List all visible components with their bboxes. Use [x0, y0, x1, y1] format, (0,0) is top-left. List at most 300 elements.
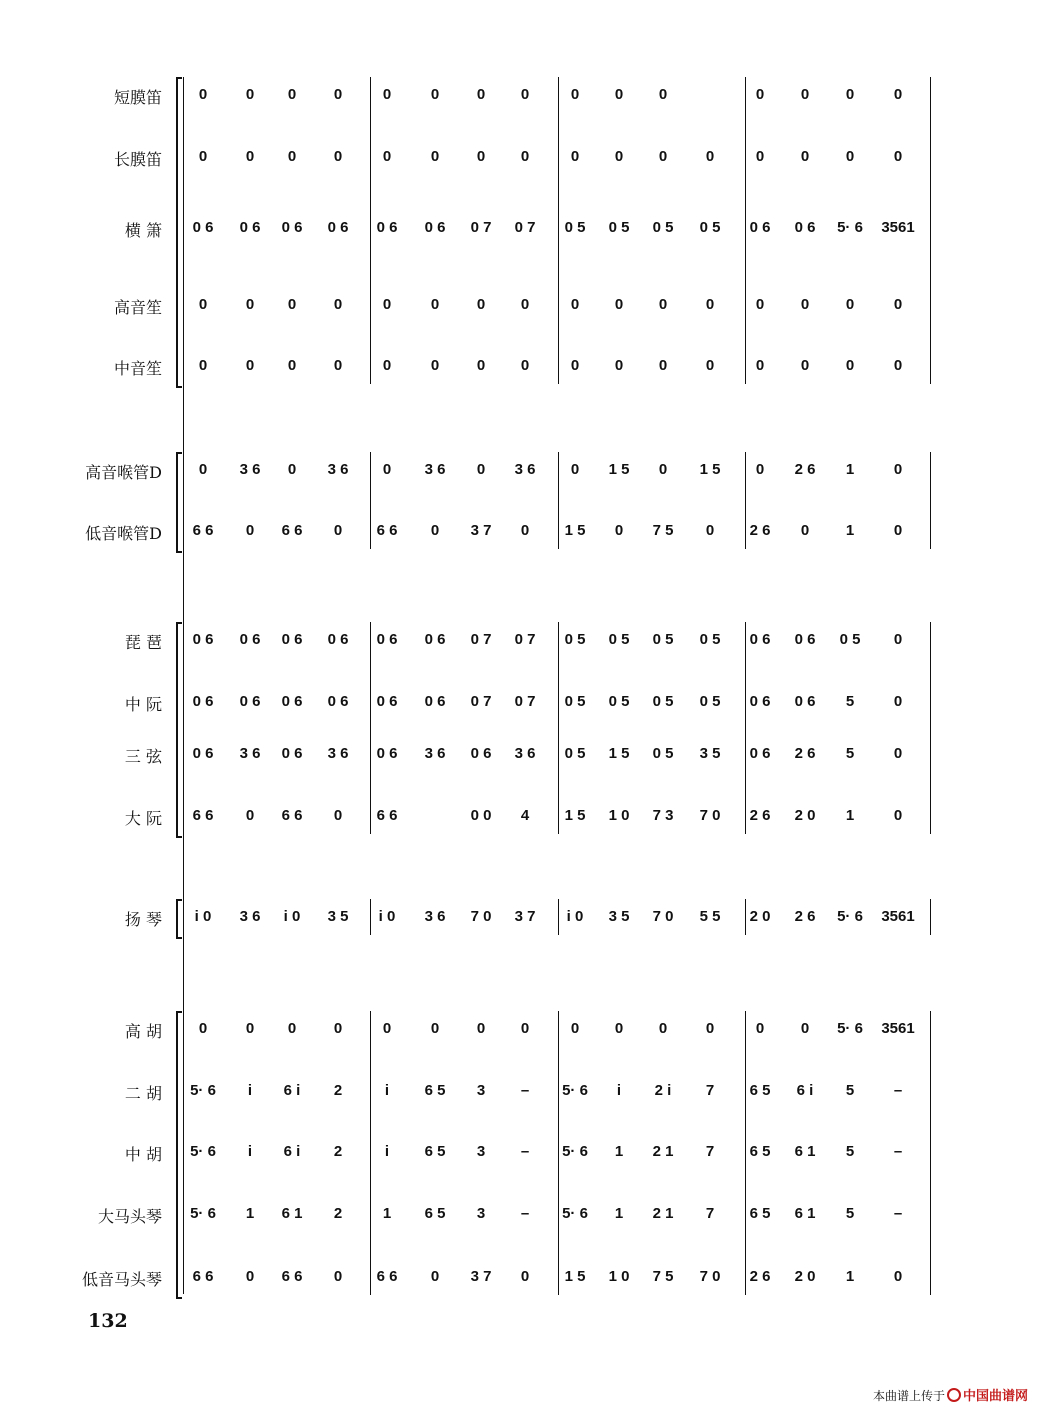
note-cell: 3 6	[239, 461, 261, 478]
note-cell: 7	[705, 1143, 715, 1160]
note-cell: 0	[893, 807, 903, 824]
note-cell: 0	[845, 357, 855, 374]
note-cell: 2 0	[749, 908, 771, 925]
note-cell: 5· 6	[562, 1082, 588, 1099]
note-cell: 5	[845, 693, 855, 710]
note-cell: 0 6	[327, 219, 349, 236]
note-cell: 0 6	[281, 631, 303, 648]
note-cell: 0 6	[749, 219, 771, 236]
barline	[745, 1011, 746, 1295]
note-cell: 0	[198, 148, 208, 165]
note-cell: 0	[658, 148, 668, 165]
instrument-label: 高音笙	[113, 298, 162, 317]
barline	[558, 77, 559, 384]
note-cell: 0	[893, 357, 903, 374]
note-cell: 5· 6	[190, 1205, 216, 1222]
note-cell: 3 5	[327, 908, 349, 925]
note-cell: 0	[614, 522, 624, 539]
note-cell: 0	[845, 86, 855, 103]
note-cell: i 0	[378, 908, 396, 925]
instrument-label: 中 胡	[124, 1145, 162, 1164]
barline	[930, 1011, 931, 1295]
note-cell: 0	[614, 148, 624, 165]
note-cell: 0	[476, 148, 486, 165]
note-cell: –	[893, 1205, 903, 1222]
note-cell: 0	[476, 86, 486, 103]
note-cell: 5· 6	[190, 1143, 216, 1160]
barline	[370, 1011, 371, 1295]
note-cell: 0	[333, 522, 343, 539]
note-cell: 5· 6	[837, 1020, 863, 1037]
note-cell: 0	[570, 296, 580, 313]
note-cell: 0	[845, 148, 855, 165]
note-cell: –	[893, 1082, 903, 1099]
note-cell: 0 5	[608, 693, 630, 710]
note-cell: 0	[893, 693, 903, 710]
note-cell: 7 0	[699, 1268, 721, 1285]
note-cell: 1	[614, 1205, 624, 1222]
note-cell: 0	[430, 1268, 440, 1285]
note-cell: 6 5	[749, 1205, 771, 1222]
note-cell: 0 6	[239, 631, 261, 648]
note-cell: 0	[245, 522, 255, 539]
note-cell: 3 6	[424, 745, 446, 762]
note-cell: 0	[382, 461, 392, 478]
note-cell: 0 6	[281, 693, 303, 710]
note-cell: 3 5	[699, 745, 721, 762]
note-cell: 0	[476, 1020, 486, 1037]
note-cell: 1	[845, 461, 855, 478]
note-cell: 0	[614, 1020, 624, 1037]
note-cell: 2 6	[794, 908, 816, 925]
note-cell: 5· 6	[562, 1143, 588, 1160]
note-cell: 2	[333, 1082, 343, 1099]
note-cell: 0	[333, 1020, 343, 1037]
barline	[558, 622, 559, 834]
note-cell: 5· 6	[837, 219, 863, 236]
note-cell: 0	[570, 357, 580, 374]
note-cell: 7	[705, 1082, 715, 1099]
note-cell: 1	[245, 1205, 255, 1222]
note-cell: 0 5	[564, 745, 586, 762]
note-cell: i 0	[566, 908, 584, 925]
group-bracket	[176, 77, 182, 388]
note-cell: 3 6	[327, 745, 349, 762]
note-cell: 4	[520, 807, 530, 824]
barline	[930, 77, 931, 384]
note-cell: 0 6	[192, 745, 214, 762]
note-cell: 0 5	[608, 631, 630, 648]
note-cell: 0	[705, 357, 715, 374]
barline	[930, 452, 931, 549]
note-cell: 7 0	[652, 908, 674, 925]
note-cell: 1 5	[564, 1268, 586, 1285]
note-cell: 0	[658, 357, 668, 374]
note-cell: 0 7	[514, 219, 536, 236]
barline	[370, 452, 371, 549]
note-cell: 0	[476, 296, 486, 313]
note-cell: 0	[800, 522, 810, 539]
note-cell: 6 1	[794, 1205, 816, 1222]
note-cell: 5	[845, 1143, 855, 1160]
note-cell: 5	[845, 1082, 855, 1099]
note-cell: 0 7	[470, 693, 492, 710]
note-cell: 0	[893, 745, 903, 762]
note-cell: 0	[198, 296, 208, 313]
note-cell: 6 i	[283, 1143, 301, 1160]
note-cell: 0	[430, 1020, 440, 1037]
note-cell: 0 6	[281, 745, 303, 762]
instrument-label: 低音喉管D	[85, 524, 162, 543]
note-cell: 0	[614, 86, 624, 103]
note-cell: 0	[570, 86, 580, 103]
note-cell: 0	[570, 461, 580, 478]
note-cell: 6 i	[283, 1082, 301, 1099]
note-cell: 3	[476, 1205, 486, 1222]
note-cell: 0 6	[424, 219, 446, 236]
note-cell: 1	[845, 522, 855, 539]
note-cell: 0	[382, 296, 392, 313]
note-cell: 3561	[881, 1020, 915, 1037]
note-cell: 0	[333, 86, 343, 103]
note-cell: 0	[658, 1020, 668, 1037]
note-cell: 0	[800, 86, 810, 103]
note-cell: 0	[476, 357, 486, 374]
note-cell: 6 6	[281, 807, 303, 824]
instrument-label: 大 阮	[124, 809, 162, 828]
note-cell: 3 6	[514, 745, 536, 762]
note-cell: 0 6	[470, 745, 492, 762]
note-cell: 2 6	[794, 461, 816, 478]
instrument-label: 高音喉管D	[85, 463, 162, 482]
instrument-label: 琵 琶	[124, 633, 162, 652]
note-cell: 0 6	[376, 219, 398, 236]
note-cell: 0	[893, 1268, 903, 1285]
note-cell: 2 1	[652, 1205, 674, 1222]
note-cell: 0	[658, 86, 668, 103]
note-cell: i 0	[283, 908, 301, 925]
group-bracket	[176, 452, 182, 553]
note-cell: 7 0	[699, 807, 721, 824]
site-name: 中国曲谱网	[962, 1389, 1028, 1404]
note-cell: 6 5	[749, 1082, 771, 1099]
note-cell: 1 5	[608, 745, 630, 762]
note-cell: 3	[476, 1143, 486, 1160]
note-cell: 0 5	[652, 693, 674, 710]
note-cell: 0	[245, 1020, 255, 1037]
note-cell: 2 6	[749, 522, 771, 539]
note-cell: –	[520, 1205, 530, 1222]
instrument-label: 中 阮	[124, 695, 162, 714]
note-cell: 1	[845, 1268, 855, 1285]
note-cell: 0	[430, 86, 440, 103]
instrument-label: 横 箫	[124, 221, 162, 240]
barline	[745, 452, 746, 549]
note-cell: 0 6	[327, 693, 349, 710]
note-cell: 0 6	[376, 631, 398, 648]
note-cell: 0 7	[514, 631, 536, 648]
barline	[558, 452, 559, 549]
note-cell: 0	[245, 1268, 255, 1285]
note-cell: 0	[520, 357, 530, 374]
note-cell: 6 1	[281, 1205, 303, 1222]
note-cell: 3561	[881, 908, 915, 925]
note-cell: 6 6	[376, 807, 398, 824]
note-cell: 5 5	[699, 908, 721, 925]
note-cell: 1 5	[564, 807, 586, 824]
note-cell: 0	[800, 1020, 810, 1037]
note-cell: 6 6	[376, 522, 398, 539]
note-cell: 0	[333, 296, 343, 313]
instrument-label: 长膜笛	[113, 150, 162, 169]
note-cell: 2 6	[749, 1268, 771, 1285]
barline	[745, 77, 746, 384]
note-cell: 0	[430, 522, 440, 539]
note-cell: 6 1	[794, 1143, 816, 1160]
note-cell: 0	[614, 357, 624, 374]
note-cell: 0 5	[564, 693, 586, 710]
instrument-label: 扬 琴	[124, 910, 162, 929]
note-cell: 0	[287, 296, 297, 313]
note-cell: 6 6	[281, 522, 303, 539]
note-cell: 0	[333, 148, 343, 165]
note-cell: 0	[755, 1020, 765, 1037]
note-cell: 0	[198, 461, 208, 478]
note-cell: –	[893, 1143, 903, 1160]
note-cell: 0	[520, 522, 530, 539]
note-cell: 0	[198, 357, 208, 374]
note-cell: 0	[245, 148, 255, 165]
note-cell: 0	[333, 1268, 343, 1285]
note-cell: 1 0	[608, 1268, 630, 1285]
instrument-label: 高 胡	[124, 1022, 162, 1041]
note-cell: 0	[893, 522, 903, 539]
note-cell: 0	[382, 148, 392, 165]
note-cell: 0	[430, 148, 440, 165]
note-cell: 0	[755, 296, 765, 313]
barline	[930, 899, 931, 935]
note-cell: 2 6	[749, 807, 771, 824]
note-cell: 0 7	[470, 631, 492, 648]
note-cell: 0	[893, 296, 903, 313]
barline	[558, 1011, 559, 1295]
note-cell: 2 0	[794, 1268, 816, 1285]
note-cell: 0	[570, 1020, 580, 1037]
note-cell: 0 6	[424, 693, 446, 710]
note-cell: 0	[520, 86, 530, 103]
note-cell: –	[520, 1082, 530, 1099]
note-cell: i	[616, 1082, 622, 1099]
note-cell: 2	[333, 1143, 343, 1160]
note-cell: 0	[800, 296, 810, 313]
note-cell: 0	[430, 357, 440, 374]
system-line	[183, 77, 184, 1294]
note-cell: 1 5	[564, 522, 586, 539]
note-cell: 0 5	[652, 631, 674, 648]
note-cell: 3	[476, 1082, 486, 1099]
note-cell: 2 i	[654, 1082, 672, 1099]
note-cell: 0	[245, 357, 255, 374]
instrument-label: 大马头琴	[97, 1207, 162, 1226]
note-cell: 0 6	[749, 693, 771, 710]
note-cell: 3 7	[470, 522, 492, 539]
note-cell: 6 6	[281, 1268, 303, 1285]
note-cell: 0	[800, 148, 810, 165]
note-cell: 0	[800, 357, 810, 374]
note-cell: 3 6	[239, 745, 261, 762]
note-cell: 3 7	[514, 908, 536, 925]
note-cell: 0 5	[564, 631, 586, 648]
note-cell: 0 5	[652, 745, 674, 762]
note-cell: 6 5	[424, 1205, 446, 1222]
note-cell: 0	[333, 807, 343, 824]
note-cell: 7 3	[652, 807, 674, 824]
note-cell: 5· 6	[837, 908, 863, 925]
note-cell: 5· 6	[562, 1205, 588, 1222]
note-cell: 0	[893, 86, 903, 103]
note-cell: 0 7	[514, 693, 536, 710]
note-cell: 3 7	[470, 1268, 492, 1285]
note-cell: i 0	[194, 908, 212, 925]
note-cell: 2 6	[794, 745, 816, 762]
note-cell: 2 0	[794, 807, 816, 824]
note-cell: 1 5	[608, 461, 630, 478]
footer-text: 本曲谱上传于	[872, 1389, 945, 1403]
note-cell: 6 5	[424, 1082, 446, 1099]
note-cell: 0	[614, 296, 624, 313]
note-cell: 0	[476, 461, 486, 478]
barline	[930, 622, 931, 834]
note-cell: 3 6	[514, 461, 536, 478]
note-cell: 1	[614, 1143, 624, 1160]
note-cell: 0 5	[699, 631, 721, 648]
note-cell: 3 6	[239, 908, 261, 925]
note-cell: 3561	[881, 219, 915, 236]
note-cell: 0 5	[608, 219, 630, 236]
note-cell: 3 5	[608, 908, 630, 925]
note-cell: 0	[520, 148, 530, 165]
note-cell: 0	[430, 296, 440, 313]
group-bracket	[176, 1011, 182, 1299]
note-cell: 0	[333, 357, 343, 374]
note-cell: 1 5	[699, 461, 721, 478]
note-cell: 7 5	[652, 1268, 674, 1285]
note-cell: 0	[520, 1268, 530, 1285]
note-cell: 0	[287, 461, 297, 478]
note-cell: 0	[705, 1020, 715, 1037]
note-cell: 3 6	[424, 461, 446, 478]
note-cell: 0 5	[652, 219, 674, 236]
note-cell: 0	[520, 1020, 530, 1037]
note-cell: –	[520, 1143, 530, 1160]
instrument-label: 中音笙	[113, 359, 162, 378]
note-cell: 0	[382, 1020, 392, 1037]
note-cell: 2	[333, 1205, 343, 1222]
barline	[745, 622, 746, 834]
note-cell: 5	[845, 745, 855, 762]
barline	[370, 77, 371, 384]
note-cell: 1 0	[608, 807, 630, 824]
note-cell: 3 6	[424, 908, 446, 925]
note-cell: 6 5	[424, 1143, 446, 1160]
note-cell: 7 0	[470, 908, 492, 925]
note-cell: 0 6	[192, 693, 214, 710]
note-cell: 0 6	[749, 631, 771, 648]
note-cell: 0 7	[470, 219, 492, 236]
note-cell: 0 5	[699, 693, 721, 710]
note-cell: 0 6	[376, 745, 398, 762]
note-cell: 0	[382, 86, 392, 103]
note-cell: 0	[198, 86, 208, 103]
note-cell: 6 6	[192, 522, 214, 539]
note-cell: 3 6	[327, 461, 349, 478]
note-cell: 0	[287, 86, 297, 103]
group-bracket	[176, 899, 182, 939]
barline	[745, 899, 746, 935]
note-cell: 0 6	[327, 631, 349, 648]
site-logo-icon	[947, 1388, 961, 1402]
note-cell: 0	[520, 296, 530, 313]
note-cell: 5	[845, 1205, 855, 1222]
note-cell: 5· 6	[190, 1082, 216, 1099]
note-cell: 0	[570, 148, 580, 165]
note-cell: 0 6	[239, 693, 261, 710]
note-cell: 0 6	[424, 631, 446, 648]
note-cell: 6 6	[192, 1268, 214, 1285]
note-cell: 0 6	[192, 219, 214, 236]
note-cell: 0 5	[699, 219, 721, 236]
note-cell: 0	[287, 148, 297, 165]
barline	[370, 622, 371, 834]
note-cell: 0 6	[794, 219, 816, 236]
note-cell: 1	[845, 807, 855, 824]
note-cell: 7 5	[652, 522, 674, 539]
note-cell: 0	[658, 296, 668, 313]
note-cell: 0	[705, 296, 715, 313]
note-cell: 0	[755, 86, 765, 103]
note-cell: 0 0	[470, 807, 492, 824]
note-cell: 0	[893, 631, 903, 648]
note-cell: 0	[287, 357, 297, 374]
note-cell: 0 6	[794, 693, 816, 710]
note-cell: 0	[245, 807, 255, 824]
note-cell: 0	[755, 461, 765, 478]
note-cell: 0	[287, 1020, 297, 1037]
note-cell: 0	[658, 461, 668, 478]
note-cell: 6 i	[796, 1082, 814, 1099]
note-cell: 0	[893, 461, 903, 478]
note-cell: 0 6	[749, 745, 771, 762]
note-cell: 6 6	[192, 807, 214, 824]
note-cell: 0 5	[564, 219, 586, 236]
instrument-label: 二 胡	[124, 1084, 162, 1103]
barline	[370, 899, 371, 935]
note-cell: i	[384, 1143, 390, 1160]
note-cell: 0	[845, 296, 855, 313]
instrument-label: 低音马头琴	[81, 1270, 162, 1289]
note-cell: 0 5	[839, 631, 861, 648]
note-cell: 0	[893, 148, 903, 165]
note-cell: 1	[382, 1205, 392, 1222]
note-cell: 6 5	[749, 1143, 771, 1160]
note-cell: 0 6	[376, 693, 398, 710]
note-cell: 0 6	[794, 631, 816, 648]
note-cell: 0 6	[281, 219, 303, 236]
note-cell: 0	[755, 357, 765, 374]
note-cell: i	[384, 1082, 390, 1099]
instrument-label: 短膜笛	[113, 88, 162, 107]
note-cell: i	[247, 1082, 253, 1099]
